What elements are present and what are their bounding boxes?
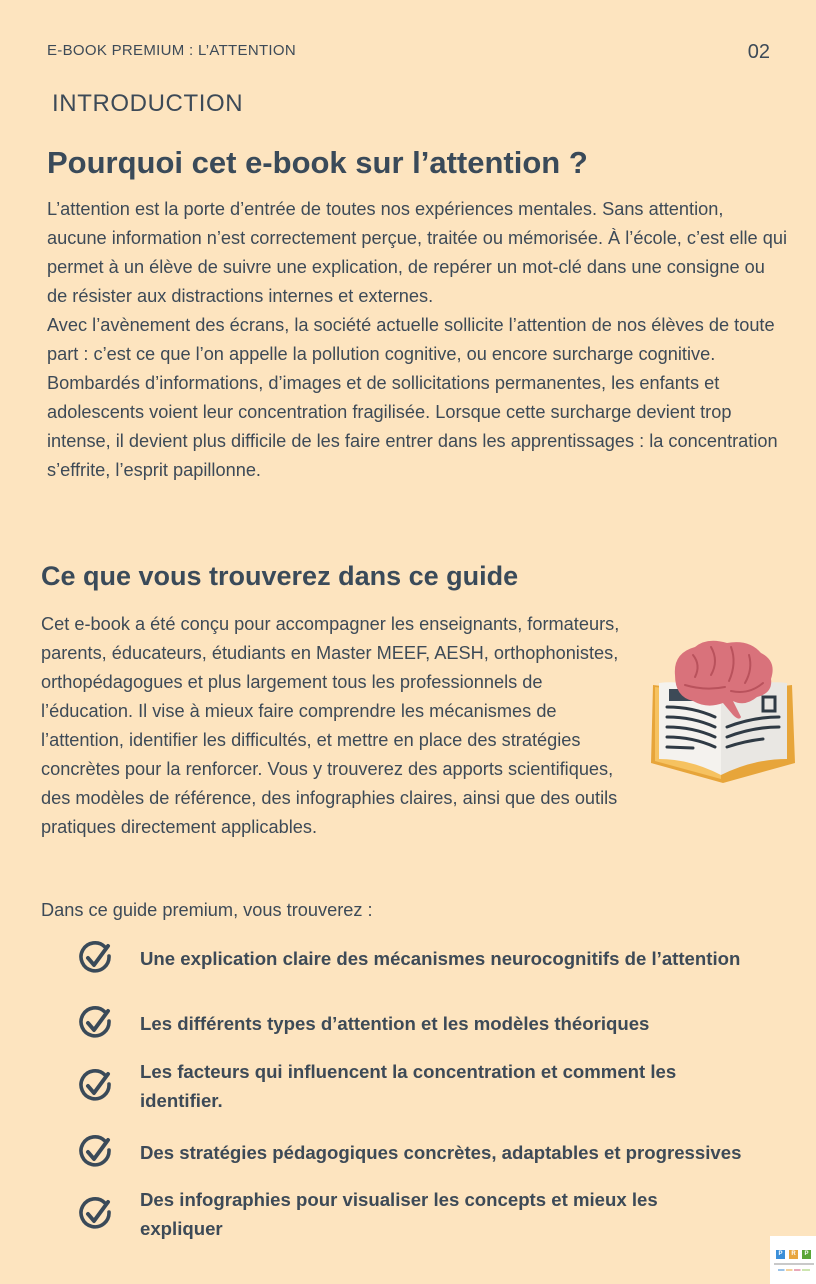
page-number: 02: [747, 41, 770, 63]
badge-letter: R: [789, 1250, 798, 1259]
guide-title: Ce que vous trouverez dans ce guide: [41, 561, 519, 591]
checklist-item: [78, 1005, 780, 1041]
checklist-text: Une explication claire des mécanismes neurocognitifs de l’attention: [140, 947, 741, 969]
intro-paragraph: L’attention est la porte d’entrée de toutes nos expériences mentales. Sans attention, aucune information n’est correctement perçue, traitée ou mémorisée. À l’école, c’est elle qui permet à un élève de suivre une explication, de repérer un mot-clé dans une consigne ou de résister aux distractions internes et externes.: [47, 199, 787, 306]
badge-letter: P: [802, 1250, 811, 1259]
running-header: E-BOOK PREMIUM : L’ATTENTION: [47, 42, 296, 59]
badge-caption: [774, 1263, 814, 1265]
list-lead: Dans ce guide premium, vous trouverez :: [41, 900, 373, 920]
why-title: Pourquoi cet e-book sur l’attention ?: [47, 145, 588, 180]
checklist-text: Les différents types d’attention et les modèles théoriques: [140, 1012, 650, 1034]
checklist-item: [78, 940, 780, 976]
checklist-text: Des stratégies pédagogiques concrètes, adaptables et progressives: [140, 1141, 742, 1163]
badge-color-strip: [778, 1269, 810, 1271]
check-circle-icon: [78, 1005, 114, 1041]
checklist-item: [78, 1185, 720, 1243]
check-circle-icon: [78, 940, 114, 976]
check-circle-icon: [78, 1134, 114, 1170]
intro-text: [47, 195, 787, 485]
check-circle-icon: [78, 1196, 114, 1232]
intro-paragraph: Avec l’avènement des écrans, la société actuelle sollicite l’attention de nos élèves de toute part : c’est ce que l’on appelle la pollution cognitive, ou encore surcharge cognitive. Bombardés d’informations, d’images et de sollicitations permanentes, les enfants et adolescents voient leur concentration fragilisée. Lorsque cette surcharge devient trop intense, il devient plus difficile de les faire entrer dans les apprentissages : la concentration s’effrite, l’esprit papillonne.: [47, 315, 778, 480]
checklist-text: Des infographies pour visualiser les concepts et mieux les expliquer: [140, 1189, 658, 1239]
checklist-item: [78, 1134, 780, 1170]
badge-letter: P: [776, 1250, 785, 1259]
checklist-text: Les facteurs qui influencent la concentration et comment les identifier.: [140, 1061, 677, 1111]
checklist-item: [78, 1057, 740, 1115]
brain-book-illustration: [645, 635, 800, 790]
publisher-badge: [770, 1236, 816, 1284]
section-label: INTRODUCTION: [52, 90, 244, 117]
check-circle-icon: [78, 1068, 114, 1104]
guide-text: Cet e-book a été conçu pour accompagner les enseignants, formateurs, parents, éducateurs, étudiants en Master MEEF, AESH, orthophonistes, orthopédagogues et plus largement tous les professionnels de l’éducation. Il vise à mieux faire comprendre les mécanismes de l’attention, identifier les difficultés, et mettre en place des stratégies concrètes pour la renforcer. Vous y trouverez des apports scientifiques, des modèles de référence, des infographies claires, ainsi que des outils pratiques directement applicables.: [41, 614, 620, 837]
brain-book-icon: [645, 635, 800, 790]
